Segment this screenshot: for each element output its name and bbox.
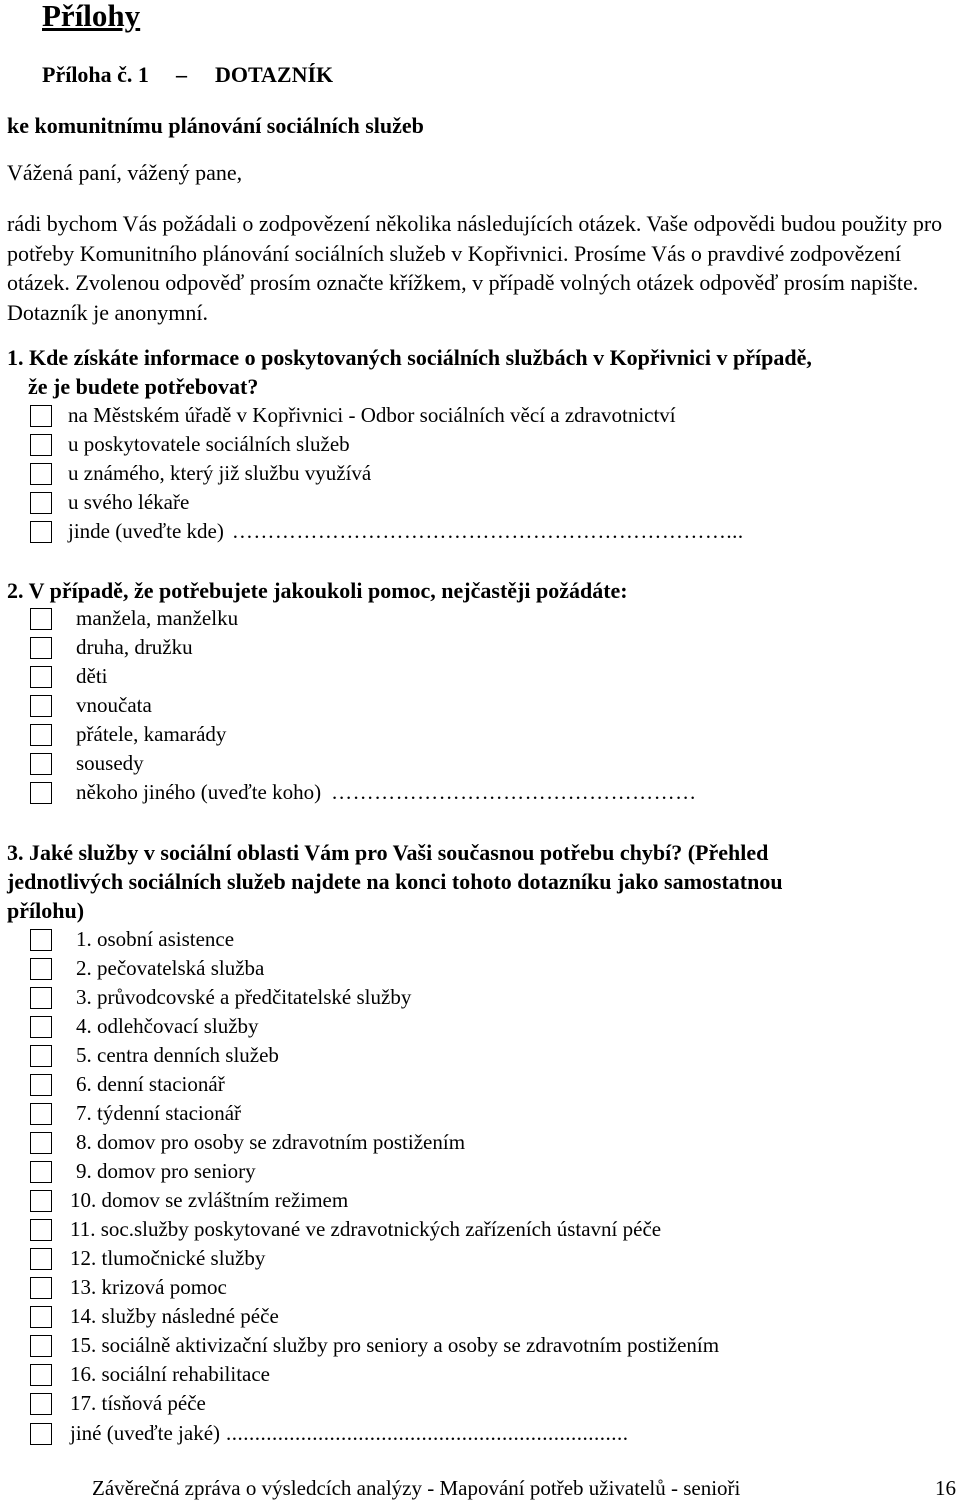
question-3-text: 3. Jaké služby v sociální oblasti Vám pro Vaši současnou potřebu chybí? (Přehled: [7, 840, 769, 865]
page-number: 16: [935, 1476, 956, 1500]
option-label: 15. sociálně aktivizační služby pro seniory a osoby se zdravotním postižením: [70, 1333, 720, 1357]
annex-name: DOTAZNÍK: [215, 62, 334, 87]
checkbox[interactable]: [30, 1132, 52, 1154]
checkbox[interactable]: [30, 1045, 52, 1067]
q3-option: [30, 1159, 256, 1184]
checkbox[interactable]: [30, 987, 52, 1009]
option-label: 5. centra denních služeb: [76, 1043, 279, 1067]
option-label: vnoučata: [76, 693, 152, 717]
q3-option: [30, 1391, 206, 1416]
q2-option: [30, 635, 193, 660]
option-label: na Městském úřadě v Kopřivnici - Odbor sociálních věcí a zdravotnictví: [68, 403, 676, 427]
checkbox[interactable]: [30, 492, 52, 514]
option-label: jiné (uveďte jaké): [70, 1421, 221, 1445]
option-label: 7. týdenní stacionář: [76, 1101, 242, 1125]
checkbox[interactable]: [30, 782, 52, 804]
option-label: 16. sociální rehabilitace: [70, 1362, 271, 1386]
intro-paragraph: rádi bychom Vás požádali o zodpovězení několika následujících otázek. Vaše odpovědi budou použity pro potřeby Komunitního plánování sociálních služeb v Kopřivnici. Prosíme Vás o pravdivé zodpovězení otázek. Zvolenou odpověď prosím označte křížkem, v případě volných otázek odpověď prosím napište. Dotazník je anonymní.: [7, 211, 943, 325]
q1-option-other: [30, 519, 744, 544]
checkbox[interactable]: [30, 1248, 52, 1270]
q3-option: [30, 1333, 719, 1358]
checkbox[interactable]: [30, 637, 52, 659]
checkbox[interactable]: [30, 753, 52, 775]
q2-option-other: [30, 780, 697, 805]
option-label: manžela, manželku: [76, 606, 239, 630]
checkbox[interactable]: [30, 1074, 52, 1096]
page-title: Přílohy: [42, 0, 141, 33]
q1-option: [30, 432, 350, 457]
fill-in-line[interactable]: ……………………………………………………………...: [231, 519, 744, 543]
option-label: 3. průvodcovské a předčitatelské služby: [76, 985, 412, 1009]
checkbox[interactable]: [30, 695, 52, 717]
option-label: děti: [76, 664, 108, 688]
q3-option-other: [30, 1421, 629, 1446]
q3-option: [30, 1072, 225, 1097]
annex-label: Příloha č. 1: [42, 62, 149, 87]
checkbox[interactable]: [30, 1103, 52, 1125]
q2-option: [30, 693, 152, 718]
checkbox[interactable]: [30, 521, 52, 543]
q1-option: [30, 403, 676, 428]
checkbox[interactable]: [30, 1423, 52, 1445]
q3-option: [30, 1014, 259, 1039]
q3-option: [30, 956, 264, 981]
q3-option: [30, 1304, 279, 1329]
q3-option: [30, 1043, 279, 1068]
checkbox[interactable]: [30, 958, 52, 980]
fill-in-line[interactable]: ……………………………………………: [331, 780, 697, 804]
checkbox[interactable]: [30, 434, 52, 456]
q3-option: [30, 1217, 661, 1242]
option-label: 9. domov pro seniory: [76, 1159, 256, 1183]
option-label: někoho jiného (uveďte koho): [76, 780, 322, 804]
checkbox[interactable]: [30, 1335, 52, 1357]
option-label: druha, družku: [76, 635, 193, 659]
q3-option: [30, 927, 234, 952]
greeting: Vážená paní, vážený pane,: [7, 160, 243, 185]
option-label: 2. pečovatelská služba: [76, 956, 265, 980]
option-label: u svého lékaře: [68, 490, 190, 514]
option-label: u známého, který již službu využívá: [68, 461, 372, 485]
question-3-text-cont: přílohu): [7, 898, 85, 923]
option-label: 1. osobní asistence: [76, 927, 235, 951]
question-1-text-cont: že je budete potřebovat?: [28, 374, 259, 399]
option-label: 8. domov pro osoby se zdravotním postižením: [76, 1130, 466, 1154]
annex-dash: –: [176, 62, 187, 87]
fill-in-line[interactable]: ......................................................................: [226, 1421, 629, 1445]
checkbox[interactable]: [30, 724, 52, 746]
checkbox[interactable]: [30, 1364, 52, 1386]
q3-option: [30, 1188, 348, 1213]
checkbox[interactable]: [30, 405, 52, 427]
option-label: 11. soc.služby poskytované ve zdravotnických zařízeních ústavní péče: [70, 1217, 662, 1241]
question-3-text-cont: jednotlivých sociálních služeb najdete na konci tohoto dotazníku jako samostatnou: [7, 869, 783, 894]
q3-option: [30, 1101, 241, 1126]
option-label: jinde (uveďte kde): [68, 519, 224, 543]
checkbox[interactable]: [30, 1306, 52, 1328]
page-footer: Závěrečná zpráva o výsledcích analýzy - Mapování potřeb uživatelů - senioři: [92, 1476, 741, 1500]
checkbox[interactable]: [30, 1161, 52, 1183]
q3-option: [30, 1275, 227, 1300]
q3-option: [30, 985, 411, 1010]
checkbox[interactable]: [30, 463, 52, 485]
q1-option: [30, 461, 371, 486]
checkbox[interactable]: [30, 929, 52, 951]
questionnaire-subtitle: ke komunitnímu plánování sociálních služeb: [7, 113, 424, 138]
option-label: 4. odlehčovací služby: [76, 1014, 259, 1038]
q3-option: [30, 1130, 465, 1155]
q2-option: [30, 606, 238, 631]
checkbox[interactable]: [30, 1393, 52, 1415]
question-1-text: 1. Kde získáte informace o poskytovaných sociálních službách v Kopřivnici v případě,: [7, 345, 812, 370]
checkbox[interactable]: [30, 1219, 52, 1241]
q3-option: [30, 1246, 265, 1271]
checkbox[interactable]: [30, 1190, 52, 1212]
option-label: sousedy: [76, 751, 144, 775]
checkbox[interactable]: [30, 666, 52, 688]
checkbox[interactable]: [30, 608, 52, 630]
q2-option: [30, 664, 108, 689]
option-label: přátele, kamarády: [76, 722, 227, 746]
option-label: 14. služby následné péče: [70, 1304, 279, 1328]
q3-option: [30, 1362, 270, 1387]
option-label: 10. domov se zvláštním režimem: [70, 1188, 349, 1212]
question-2-text: 2. V případě, že potřebujete jakoukoli pomoc, nejčastěji požádáte:: [7, 578, 628, 603]
option-label: u poskytovatele sociálních služeb: [68, 432, 350, 456]
q1-option: [30, 490, 189, 515]
option-label: 17. tísňová péče: [70, 1391, 206, 1415]
q2-option: [30, 722, 226, 747]
q2-option: [30, 751, 144, 776]
option-label: 13. krizová pomoc: [70, 1275, 227, 1299]
checkbox[interactable]: [30, 1277, 52, 1299]
checkbox[interactable]: [30, 1016, 52, 1038]
option-label: 12. tlumočnické služby: [70, 1246, 266, 1270]
option-label: 6. denní stacionář: [76, 1072, 225, 1096]
